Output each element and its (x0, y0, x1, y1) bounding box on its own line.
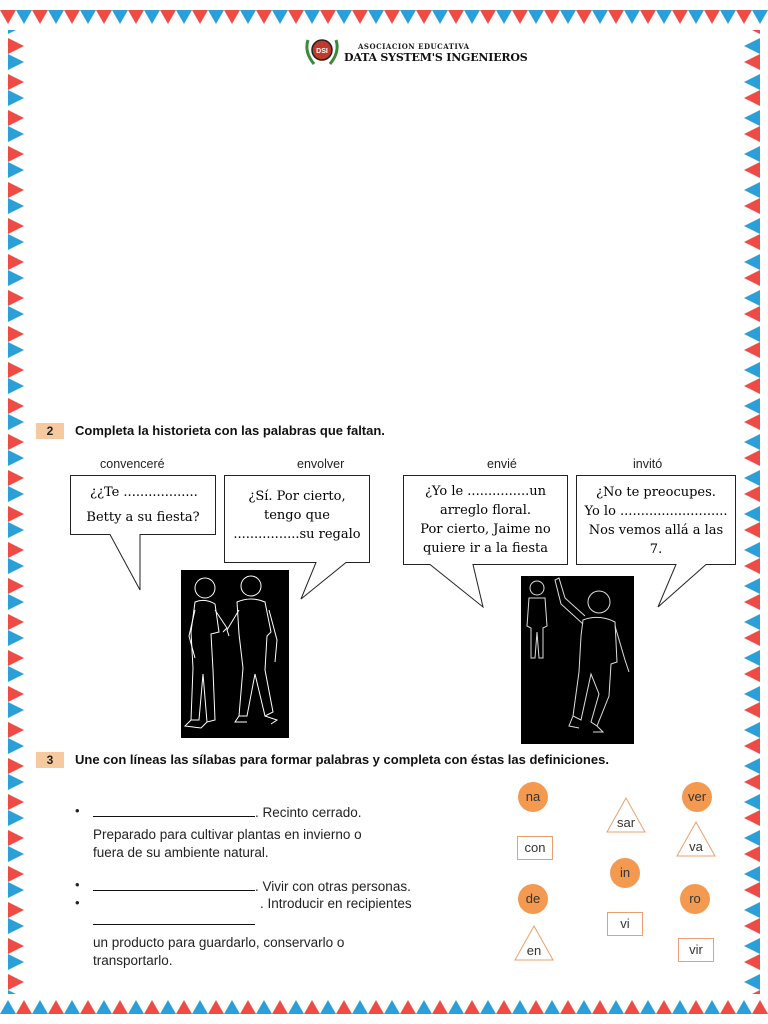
word-option: envolver (297, 457, 345, 471)
bubble-line: Por cierto, Jaime no (420, 522, 551, 537)
bubble-line: 7. (649, 542, 663, 557)
definition-item-2 (93, 878, 411, 894)
syllable-rectangle[interactable]: vi (607, 912, 643, 936)
syllable-circle[interactable]: na (518, 782, 548, 812)
syllable-circle[interactable]: ro (680, 884, 710, 914)
border-top (0, 0, 768, 30)
answer-blank[interactable] (93, 804, 255, 817)
speech-bubble-4 (576, 475, 736, 565)
section-2-title: Completa la historieta con las palabras que faltan. (75, 423, 385, 438)
organization-logo (300, 34, 528, 70)
syllable-circle[interactable]: de (518, 884, 548, 914)
word-option: invitó (633, 457, 663, 471)
syllable-triangle[interactable] (606, 797, 646, 833)
word-option: envié (487, 457, 517, 471)
syllable-triangle[interactable] (514, 925, 554, 961)
bullet: • (75, 877, 80, 892)
definition-text: . Vivir con otras personas. (255, 879, 411, 894)
section-3-title: Une con líneas las sílabas para formar palabras y completa con éstas las definiciones. (75, 752, 609, 767)
speech-bubble-1 (70, 475, 216, 535)
syllable-triangle[interactable] (676, 821, 716, 857)
definition-text: . Recinto cerrado. (255, 805, 362, 820)
bubble-line: quiere ir a la fiesta (422, 541, 549, 556)
border-right (738, 0, 768, 1024)
definition-text: fuera de su ambiente natural. (93, 845, 269, 860)
answer-blank[interactable] (93, 912, 255, 925)
org-name: DATA SYSTEM'S INGENIEROS (344, 51, 528, 64)
bubble-line: arreglo floral. (439, 503, 532, 518)
bullet: • (75, 803, 80, 818)
bubble-line: ¿¿Te .................. (90, 485, 198, 500)
speech-bubble-3 (403, 475, 568, 565)
section-3-number: 3 (36, 752, 64, 768)
bubble-line: Yo lo .......................... (584, 504, 728, 519)
definition-text: transportarlo. (93, 953, 173, 968)
syllable-rectangle[interactable]: vir (678, 938, 714, 962)
org-subtitle: ASOCIACION EDUCATIVA (358, 42, 470, 51)
syllable-label: sar (616, 815, 636, 830)
bubble-line: ................su regalo (233, 527, 361, 542)
bubble-line: ¿Yo le ...............un (424, 484, 547, 499)
comic-scene-two-boys (181, 570, 289, 738)
boy-waving-illustration (521, 576, 634, 744)
speech-bubble-2 (224, 475, 370, 563)
border-left (0, 0, 30, 1024)
laurel-emblem-icon (302, 34, 342, 68)
comic-scene-boy-waving (521, 576, 634, 744)
answer-blank[interactable] (93, 878, 255, 891)
syllable-label: en (526, 943, 542, 958)
bullet: • (75, 895, 80, 910)
definition-text: un producto para guardarlo, conservarlo o (93, 935, 345, 950)
syllable-label: va (689, 839, 703, 854)
border-bottom (0, 994, 768, 1024)
word-option: convenceré (100, 457, 165, 471)
boys-talking-illustration (181, 570, 289, 738)
bubble-line: Nos vemos allá a las (588, 523, 724, 538)
definition-item-1 (93, 804, 362, 820)
bubble-line: tengo que (264, 508, 330, 523)
section-2-number: 2 (36, 423, 64, 439)
logo-initials: DSI (316, 48, 328, 55)
syllable-circle[interactable]: in (610, 858, 640, 888)
bubble-line: ¿No te preocupes. (596, 485, 716, 500)
bubble-line: ¿Sí. Por cierto, (248, 489, 346, 504)
definition-text: Preparado para cultivar plantas en invierno o (93, 827, 362, 842)
definition-text: . Introducir en recipientes (260, 896, 412, 911)
bubble-line: Betty a su fiesta? (86, 510, 200, 525)
syllable-circle[interactable]: ver (682, 782, 712, 812)
syllable-rectangle[interactable]: con (517, 836, 553, 860)
